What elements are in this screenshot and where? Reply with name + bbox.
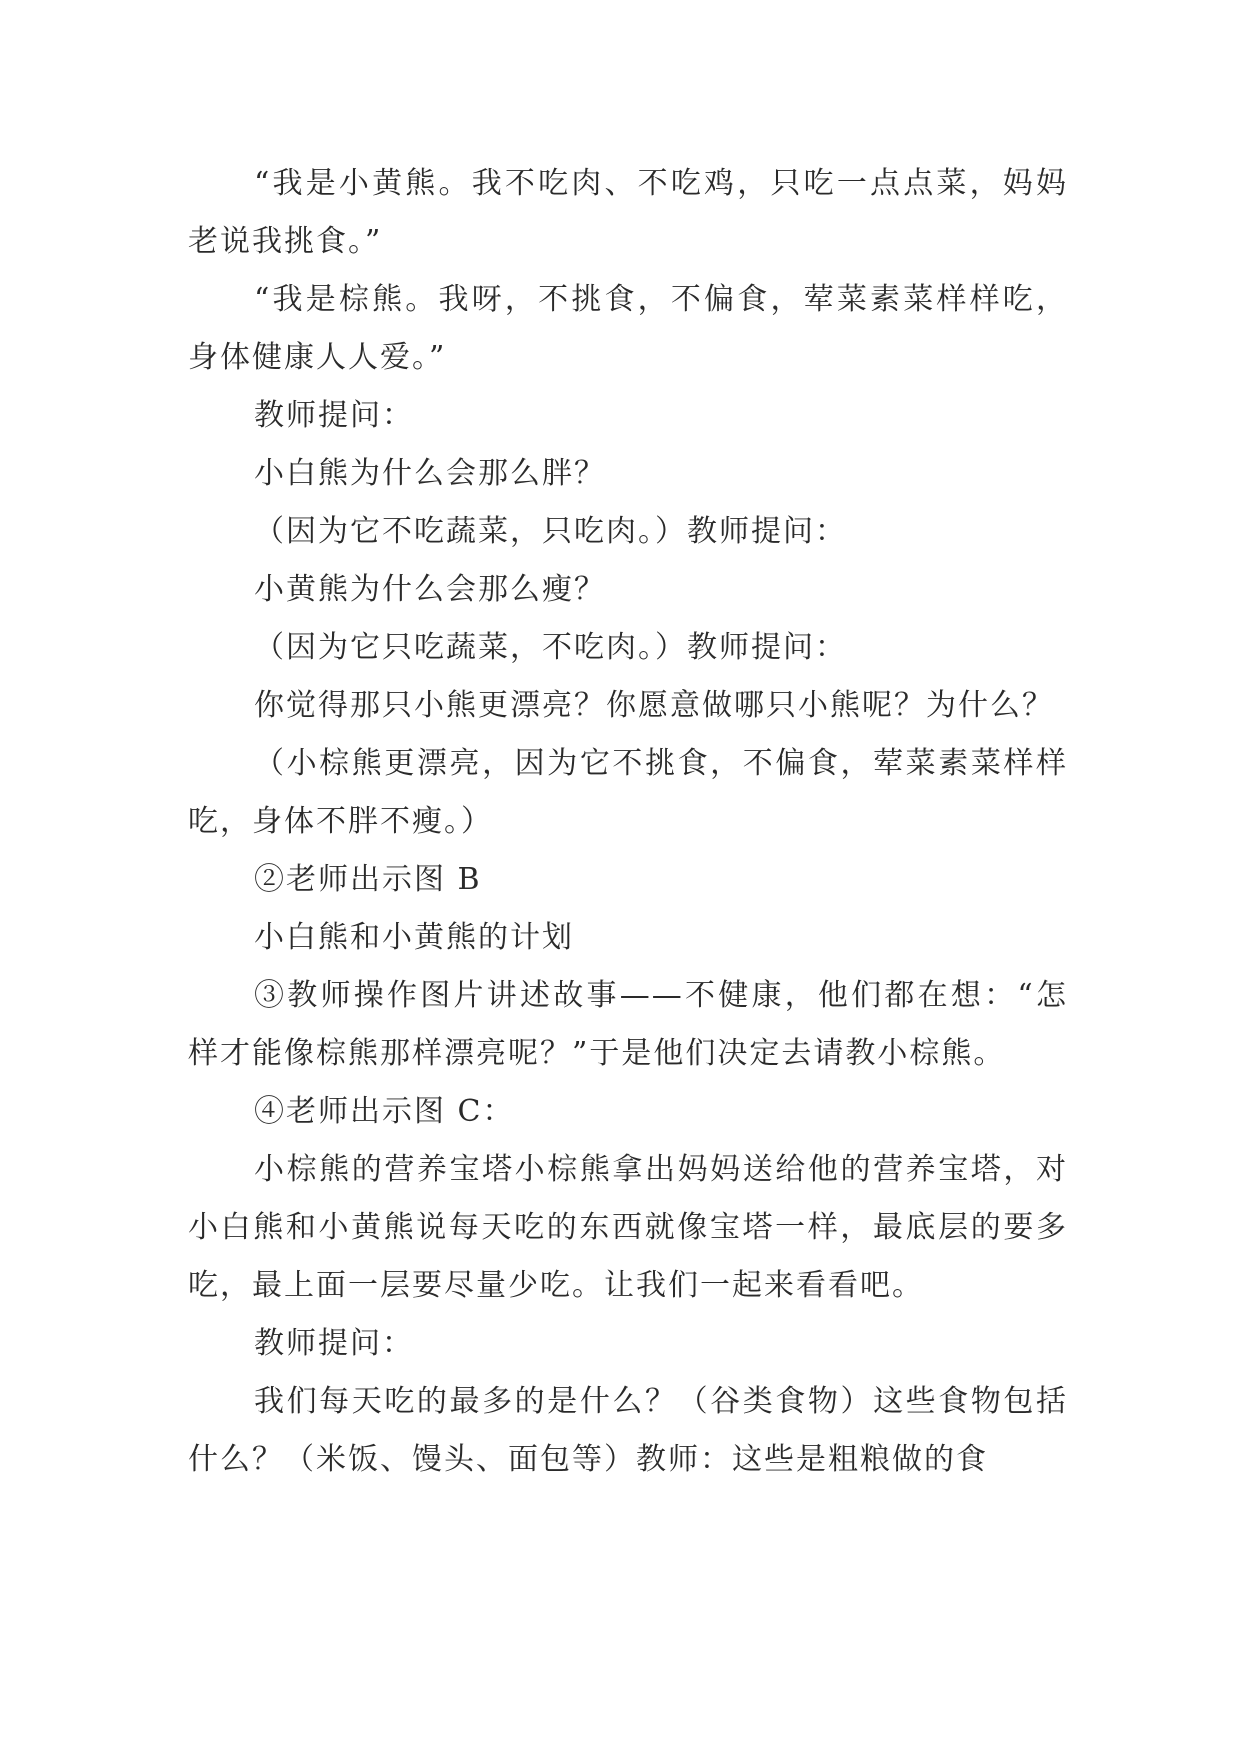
paragraph-show-figure-c: ④老师出示图 C：: [254, 1094, 515, 1129]
paragraph-teacher-question-1: 教师提问：: [254, 398, 414, 433]
paragraph-yellow-bear-answer: （因为它只吃蔬菜，不吃肉。）教师提问：: [254, 630, 847, 665]
paragraph-yellow-bear-quote: “我是小黄熊。我不吃肉、不吃鸡，只吃一点点菜，妈妈老说我挑食。”: [188, 166, 1068, 259]
paragraph-nutrition-pagoda: 小棕熊的营养宝塔小棕熊拿出妈妈送给他的营养宝塔，对小白熊和小黄熊说每天吃的东西就像宝塔一样，最底层的要多吃，最上面一层要尽量少吃。让我们一起来看看吧。: [188, 1152, 1068, 1303]
paragraph-teacher-question-2: 教师提问：: [254, 1326, 414, 1361]
paragraph-show-figure-b: ②老师出示图 B: [254, 862, 482, 897]
paragraph-brown-bear-quote: “我是棕熊。我呀，不挑食，不偏食，荤菜素菜样样吃，身体健康人人爱。”: [188, 282, 1068, 375]
paragraph-white-bear-question: 小白熊为什么会那么胖？: [254, 456, 606, 491]
paragraph-grain-question: 我们每天吃的最多的是什么？（谷类食物）这些食物包括什么？（米饭、馒头、面包等）教师：这些是粗粮做的食: [188, 1384, 1068, 1477]
paragraph-white-bear-answer: （因为它不吃蔬菜，只吃肉。）教师提问：: [254, 514, 847, 549]
paragraph-which-bear-answer: （小棕熊更漂亮，因为它不挑食，不偏食，荤菜素菜样样吃，身体不胖不瘦。）: [188, 746, 1068, 839]
paragraph-which-bear-question: 你觉得那只小熊更漂亮？你愿意做哪只小熊呢？为什么？: [254, 688, 1054, 723]
document-body: [188, 155, 1068, 1489]
paragraph-story-telling: ③教师操作图片讲述故事——不健康，他们都在想：“怎样才能像棕熊那样漂亮呢？”于是他们决定去请教小棕熊。: [188, 978, 1068, 1071]
paragraph-yellow-bear-question: 小黄熊为什么会那么瘦？: [254, 572, 606, 607]
paragraph-bears-plan: 小白熊和小黄熊的计划: [254, 920, 574, 955]
